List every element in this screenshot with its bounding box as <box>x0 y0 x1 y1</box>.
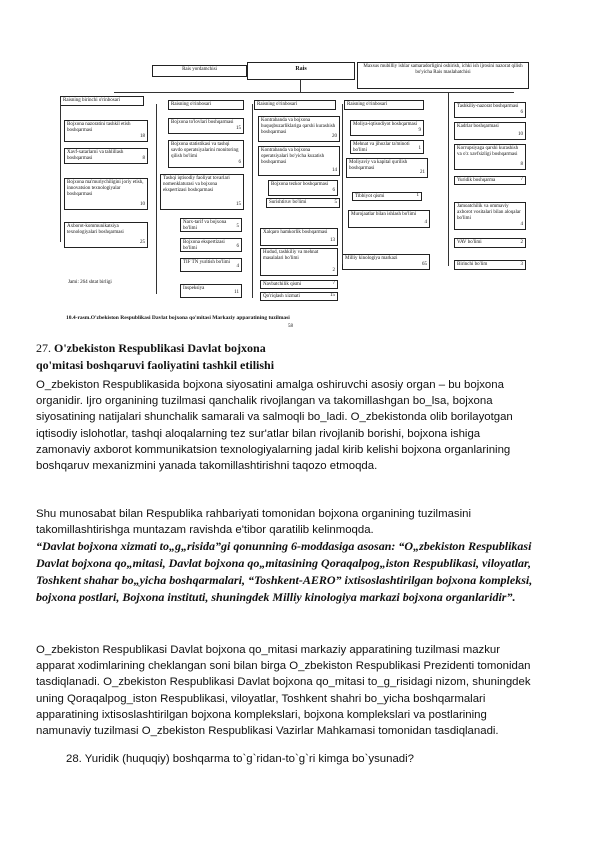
staff-count: 15 <box>330 293 335 298</box>
staff-count: 8 <box>142 156 145 161</box>
connector-line <box>114 92 514 93</box>
staff-count: 1 <box>416 193 419 198</box>
box-label: Navbatchilik qismi <box>263 282 302 287</box>
right-col-box <box>454 238 526 248</box>
staff-count: 8 <box>520 162 523 167</box>
right-col-box <box>454 176 526 185</box>
box-label: Moliyaviy va kapital qurilish boshqarmasi <box>349 160 408 171</box>
col2-box <box>168 100 244 110</box>
paragraph-4: O_zbekiston Respublikasi Davlat bojxona qo_mitasi markaziy apparatining tuzilmasi mazkur apparat xodimlarining cheklangan soni bilan birga O_zbekiston Respublikasi Prezidenti tomonidan tasdiqlanadi. O_zbekiston Respublikasi Davlat bojxona qo_mitasi to_g_risidagi nizom, shuningdek uning Qoraqalpog_iston Respublikasi, viloyatlar, Toshkent shahri bo_yicha boshqarmalari apparatining ixtisoslashtirilgan bojxona komplekslari, bojxona komplekslari va postlarining namunaviy tuzilmasi O_zbekiston Respublikasi Vazirlar Mahkamasi tomonidan tasdiqlanadi. <box>36 644 531 738</box>
box-label: Inspeksiya <box>183 286 205 291</box>
staff-count: 15 <box>236 202 241 207</box>
staff-count: 25 <box>140 240 145 245</box>
question-28: 28. Yuridik (huquqiy) boshqarma to`g`ridan-to`g`ri kimga bo`ysunadi? <box>66 753 415 765</box>
left-col-box <box>64 148 148 164</box>
box-label: Xalqaro hamkorlik boshqarmasi <box>263 230 328 235</box>
chair-label: Rais <box>295 66 307 72</box>
box-label: Bojxona ma'muriychiligini joriy etish, innovatsion texnologiyalar boshqarmasi <box>67 180 144 197</box>
connector-line <box>448 92 449 266</box>
chair-box <box>247 62 355 80</box>
box-label: Raisning o'rinbosari <box>257 102 298 107</box>
box-label: Birinchi bo'lim <box>457 262 488 267</box>
staff-count: 1 <box>418 146 421 151</box>
staff-count: 20 <box>332 134 337 139</box>
staff-count: 4 <box>520 222 523 227</box>
staff-count: 65 <box>422 262 427 267</box>
connector-line <box>342 104 343 264</box>
staff-count: 18 <box>140 134 145 139</box>
box-label: Bojxona statistikasi va tashqi savdo operatsiyalarini monitoring qilish bo'limi <box>171 142 239 159</box>
box-label: Korrupsiyaga qarshi kurashish va o'z xavfsizligi boshqarmasi <box>457 146 519 157</box>
figure-caption: 10.4-rasm.O'zbekiston Respublikasi Davlat bojxona qo'mitasi Markaziy apparatining tuzilmasi <box>66 315 290 321</box>
staff-count: 10 <box>140 202 145 207</box>
box-label: Moliya-iqtisodiyot boshqarmasi <box>353 122 418 127</box>
staff-count: 4 <box>424 220 427 225</box>
left-col-box <box>64 178 148 210</box>
staff-count: 5 <box>236 224 239 229</box>
staff-count: 15 <box>236 126 241 131</box>
box-label: Raisning birinchi o'rinbosari <box>63 98 121 103</box>
box-label: Tashkiliy-nazorat boshqarmasi <box>457 104 519 109</box>
box-label: Tashqi iqtisodiy faoliyat tovarlari nomenklaturasi va bojxona ekspertizasi boshqarmasi <box>163 176 230 193</box>
box-label: Jamoatchilik va ommaviy axborot vositalari bilan aloqalar bo'limi <box>457 204 521 221</box>
col4-box <box>352 192 422 201</box>
col2-box <box>168 118 244 134</box>
box-label: Kontrabanda va bojxona huquqbuzarliklariga qarshi kurashish boshqarmasi <box>261 118 336 135</box>
connector-line <box>300 80 301 92</box>
staff-total: Jami: 264 shtat birligi <box>68 280 112 285</box>
col4-box <box>350 140 424 154</box>
col3-box <box>254 100 336 110</box>
staff-count: 6 <box>238 160 241 165</box>
staff-count: 7 <box>332 281 335 286</box>
box-label: Hudud, tashkiliy va mehnat masalalari bo'limi <box>263 250 319 261</box>
box-label: Raisning o'rinbosari <box>171 102 212 107</box>
box-label: Tibbiyot qismi <box>355 194 385 199</box>
right-col-box <box>454 102 526 118</box>
org-chart <box>54 58 534 320</box>
staff-count: 6 <box>332 188 335 193</box>
col4-box <box>344 100 424 110</box>
box-label: Raisning o'rinbosari <box>347 102 388 107</box>
right-col-box <box>454 260 526 270</box>
box-label: Bojxona to'lovlari boshqarmasi <box>171 120 234 125</box>
col2-box <box>180 218 242 232</box>
left-col-box <box>60 96 144 106</box>
advisor-label: Maxsus mubilliy ishlar samaradorligini oshirish, ichki ish ijrosini nazorat qilish bo'yicha Rais maslahatchisi <box>363 64 523 75</box>
box-label: Axborot-kommunikatsiya texnologiyalari boshqarmasi <box>67 224 124 235</box>
page-marker: 58 <box>288 324 293 329</box>
col2-box <box>180 284 242 298</box>
connector-line <box>156 104 157 294</box>
box-label: Bojxona tezkor boshqarmasi <box>271 182 329 187</box>
box-label: TIF TN yuritish bo'limi <box>183 260 231 265</box>
col3-box <box>260 292 338 301</box>
right-col-box <box>454 122 526 140</box>
box-label: Bojxona ekspertizasi bo'limi <box>183 240 225 251</box>
col4-box <box>348 210 430 228</box>
staff-count: 3 <box>520 262 523 267</box>
staff-count: 6 <box>520 110 523 115</box>
right-col-box <box>454 144 526 170</box>
staff-count: 7 <box>520 177 523 182</box>
staff-count: 2 <box>520 240 523 245</box>
col3-box <box>260 248 338 276</box>
staff-count: 21 <box>420 170 425 175</box>
col4-box <box>346 158 428 178</box>
staff-count: 14 <box>332 168 337 173</box>
connector-line <box>252 104 253 298</box>
col2-box <box>160 174 244 210</box>
left-col-box <box>64 120 148 142</box>
box-label: Mehnat va jihozlar ta'minoti bo'limi <box>353 142 410 153</box>
staff-count: 11 <box>234 290 239 295</box>
deputy-assistant-box <box>152 65 247 77</box>
box-label: Qo'riqlash xizmati <box>263 294 300 299</box>
staff-count: 6 <box>236 244 239 249</box>
right-col-box <box>454 202 526 230</box>
col3-box <box>260 280 338 289</box>
col2-box <box>168 140 244 168</box>
col3-box <box>268 180 338 196</box>
box-label: Xavf-xatarlarni va tahlillash boshqarmasi <box>67 150 124 161</box>
staff-count: 4 <box>236 264 239 269</box>
section-number: 27. <box>36 341 51 355</box>
box-label: Yuridik boshqarma <box>457 178 496 183</box>
box-label: Kontrabanda va bojxona operatsiyalari bo'yicha kuzatish boshqarmasi <box>261 148 325 165</box>
col3-box <box>266 198 340 208</box>
col3-box <box>258 116 340 142</box>
staff-count: 10 <box>518 132 523 137</box>
col2-box <box>180 238 242 252</box>
col2-box <box>180 258 242 272</box>
box-label: Bojxona nazoratini tashkil etish boshqarmasi <box>67 122 131 133</box>
paragraph-3-quote: “Davlat bojxona xizmati to„g„risida”gi qonunning 6-moddasiga asosan: “O„zbekiston Respublikasi Davlat bojxona qo„mitasi, Davlat bojxona qo„mitasining Qoraqalpog„iston Respublikasi, viloyatlar, Toshkent shahar bo„yicha boshqarmalari, “Toshkent-AERO” ixtisoslashtirilgan bojxona kompleksi, bojxona postlari, Bojxona instituti, shuningdek Milliy kinologiya markazi bojxona organlaridir”. <box>36 539 533 604</box>
paragraph-2: Shu munosabat bilan Respublika rahbariyati tomonidan bojxona organining tuzilmasini takomillashtirishga muntazam ravishda e'tibor qaratilib kelinmoqda. <box>36 508 472 537</box>
deputy-assistant-label: Rais yordamchisi <box>182 67 217 72</box>
left-col-box <box>64 222 148 248</box>
section-title-line1: O'zbekiston Respublikasi Davlat bojxona <box>54 341 266 355</box>
col3-box <box>258 146 340 176</box>
staff-count: 9 <box>418 128 421 133</box>
col3-box <box>260 228 338 246</box>
section-heading <box>36 340 274 374</box>
connector-line <box>60 102 61 242</box>
box-label: Narx-tarif va bojxona bo'limi <box>183 220 227 231</box>
col4-box <box>342 254 430 270</box>
staff-count: 2 <box>332 268 335 273</box>
box-label: VAV bo'limi <box>457 240 482 245</box>
box-label: Milliy kinologiya markazi <box>345 256 398 261</box>
paragraph-1: O_zbekiston Respublikasida bojxona siyosatini amalga oshiruvchi asosiy organ – bu bojxona organidir. Ijro organining tuzilmasi qanchalik rivojlangan va takomillashgan bo_lsa, bojxona siyosatining natijalari shunchalik samarali va salmoqli bo_ladi. O_zbekistonda olib borilayotgan iqtisodiy islohotlar, tashqi aloqalarning tez sur'atlar bilan rivojlanib borishi, bojxona ishiga zamonaviy axborot kommunikatsion texnologiyalarning jadal kirib kelishi bojxona organlarining boshqaruv mexanizmini yanada takomillashtirishni taqozo etmoqda. <box>36 379 513 473</box>
staff-count: 13 <box>330 238 335 243</box>
box-label: Kadrlar boshqarmasi <box>457 124 499 129</box>
col4-box <box>350 120 424 136</box>
advisor-box <box>357 62 529 89</box>
section-title-line2: qo'mitasi boshqaruvi faoliyatini tashkil etilishi <box>36 358 275 372</box>
box-label: Surishtiruv bo'limi <box>269 200 307 205</box>
box-label: Murojaatlar bilan ishlash bo'limi <box>351 212 417 217</box>
staff-count: 5 <box>334 200 337 205</box>
